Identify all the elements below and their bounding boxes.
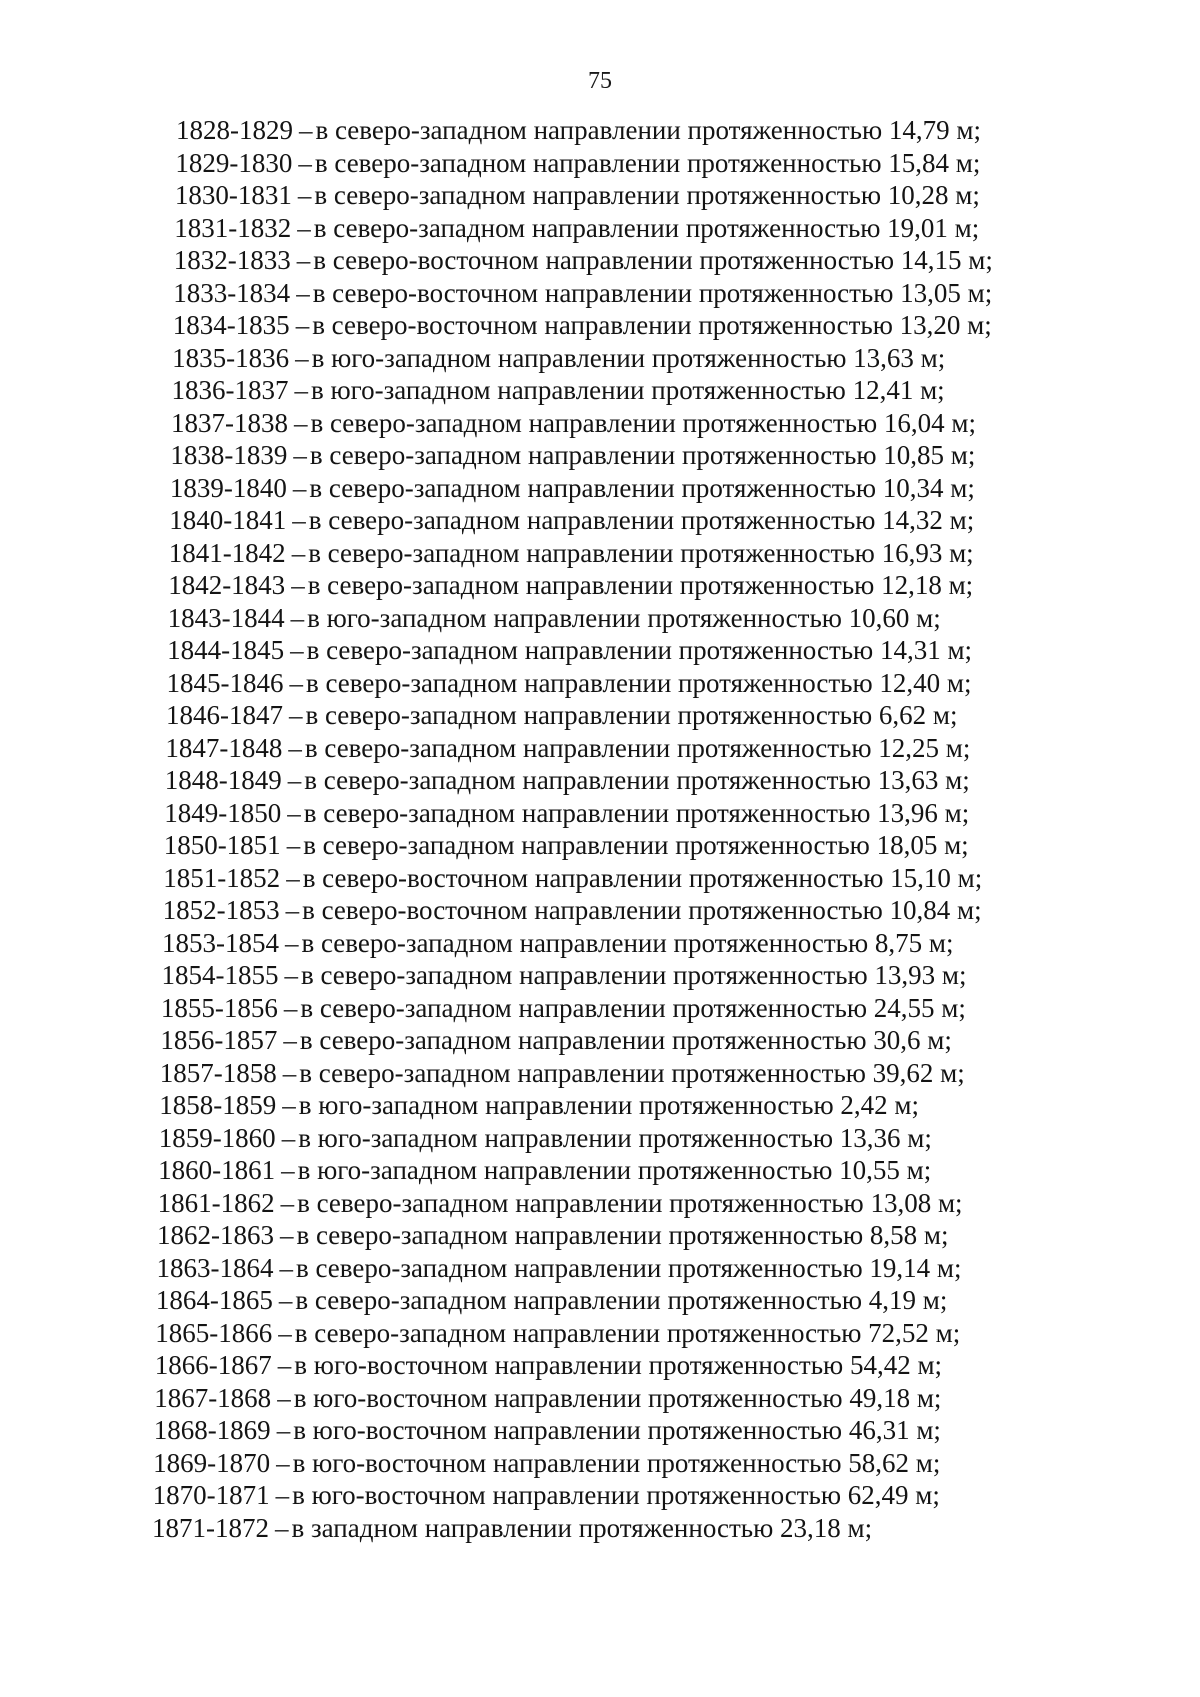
separator-dash: – [275,1480,290,1510]
segment-description: в северо-западном направлении протяженностью 4,19 м; [295,1285,948,1315]
segment-id: 1835-1836 [172,342,290,373]
segment-description: в северо-восточном направлении протяженностью 13,20 м; [312,310,992,340]
segment-id: 1838-1839 [170,440,288,470]
segment-description: в юго-восточном направлении протяженностью 62,49 м; [292,1480,940,1510]
segment-id: 1864-1865 [155,1285,273,1315]
separator-dash: – [292,505,306,535]
segment-description: в юго-западном направлении протяженностью 13,36 м; [298,1122,932,1153]
segment-description: в северо-западном направлении протяженностью 24,55 м; [300,992,966,1023]
segment-id: 1834-1835 [172,310,290,340]
separator-dash: – [286,830,301,860]
segment-id: 1851-1852 [163,862,281,893]
separator-dash: – [292,472,307,503]
segment-id: 1832-1833 [173,245,291,275]
segment-description: в северо-западном направлении протяженностью 14,32 м; [308,505,975,535]
segment-description: в северо-западном направлении протяженностью 13,93 м; [301,960,967,990]
segment-description: в юго-западном направлении протяженностью 2,42 м; [298,1090,919,1120]
segment-description: в северо-западном направлении протяженностью 8,58 м; [296,1220,949,1250]
list-item [0,407,1200,440]
list-item [0,1414,1200,1447]
separator-dash: – [287,797,301,828]
segment-description: в юго-западном направлении протяженностью 10,55 м; [297,1155,932,1185]
list-item [0,569,1200,602]
list-item [0,1024,1200,1057]
list-item [0,309,1200,342]
list-item [0,862,1200,895]
segment-id: 1856-1857 [160,1025,278,1055]
segment-id: 1828-1829 [176,115,293,145]
list-item [0,1447,1200,1480]
separator-dash: – [289,700,303,730]
segment-id: 1870-1871 [152,1480,270,1510]
list-item [0,1349,1200,1382]
list-item [0,894,1200,927]
separator-dash: – [297,212,311,243]
segment-description: в северо-западном направлении протяженностью 19,14 м; [296,1252,962,1283]
segment-description: в юго-западном направлении протяженностью 12,41 м; [311,375,945,405]
separator-dash: – [291,570,305,600]
separator-dash: – [280,1187,295,1218]
separator-dash: – [278,1285,293,1315]
segment-description: в северо-западном направлении протяженностью 12,18 м; [307,570,974,600]
separator-dash: – [291,537,306,568]
segment-description: в северо-восточном направлении протяженностью 13,05 м; [312,277,993,308]
separator-dash: – [290,602,305,633]
list-item [0,1479,1200,1512]
list-item [0,374,1200,407]
list-item [0,277,1200,310]
segment-description: в северо-западном направлении протяженностью 18,05 м; [303,830,969,860]
list-item [0,829,1200,862]
segment-description: в северо-западном направлении протяженностью 39,62 м; [299,1057,965,1088]
segment-id: 1862-1863 [157,1220,274,1250]
segment-description: в северо-западном направлении протяженностью 6,62 м; [305,700,958,730]
segment-description: в северо-западном направлении протяженностью 15,84 м; [314,147,981,178]
segment-id: 1845-1846 [166,667,284,698]
segment-id: 1847-1848 [165,732,283,763]
separator-dash: – [284,960,298,990]
segment-description: в северо-западном направлении протяженностью 16,04 м; [310,407,976,438]
list-item [0,959,1200,992]
list-item [0,764,1200,797]
separator-dash: – [290,635,304,665]
segment-description: в юго-западном направлении протяженностью 10,60 м; [307,602,941,633]
list-item [0,472,1200,505]
list-item [0,504,1200,537]
list-item [0,992,1200,1025]
segment-id: 1868-1869 [153,1415,271,1445]
segment-description: в юго-восточном направлении протяженностью 54,42 м; [294,1350,943,1380]
segment-description: в юго-западном направлении протяженностью 13,63 м; [311,342,946,373]
list-item [0,537,1200,570]
segment-description: в северо-западном направлении протяженностью 16,93 м; [308,537,974,568]
separator-dash: – [277,1382,291,1413]
list-item [0,1089,1200,1122]
list-item [0,1219,1200,1252]
list-item [0,602,1200,635]
separator-dash: – [278,1317,292,1348]
segment-description: в северо-западном направлении протяженностью 10,85 м; [309,440,976,470]
separator-dash: – [287,765,302,795]
page-number: 75 [588,68,612,94]
segment-id: 1840-1841 [169,505,287,535]
segment-description: в северо-восточном направлении протяженностью 14,15 м; [313,245,993,275]
separator-dash: – [280,1220,294,1250]
list-item [0,732,1200,765]
segment-id: 1869-1870 [153,1447,271,1478]
list-item [0,1057,1200,1090]
segment-description: в северо-западном направлении протяженностью 12,40 м; [306,667,972,698]
separator-dash: – [281,1122,296,1153]
segment-id: 1833-1834 [173,277,291,308]
separator-dash: – [286,862,300,893]
separator-dash: – [288,732,302,763]
segment-id: 1857-1858 [159,1057,277,1088]
segment-id: 1858-1859 [159,1090,277,1120]
segment-description: в северо-западном направлении протяженностью 72,52 м; [294,1317,961,1348]
segment-description: в юго-восточном направлении протяженностью 49,18 м; [293,1382,942,1413]
segment-description: в северо-западном направлении протяженностью 13,08 м; [297,1187,963,1218]
segment-id: 1849-1850 [164,797,282,828]
separator-dash: – [276,1415,291,1445]
separator-dash: – [296,245,311,275]
list-item [0,1317,1200,1350]
list-item [0,244,1200,277]
separator-dash: – [285,927,299,958]
segment-description: в северо-западном направлении протяженностью 13,63 м; [304,765,970,795]
list-item [0,1382,1200,1415]
segment-description: в северо-восточном направлении протяженностью 15,10 м; [302,862,983,893]
separator-dash: – [294,407,308,438]
segment-id: 1846-1847 [166,700,283,730]
separator-dash: – [299,115,313,145]
separator-dash: – [283,992,298,1023]
segment-id: 1865-1866 [155,1317,273,1348]
list-item [0,927,1200,960]
segment-id: 1871-1872 [152,1512,269,1543]
list-item [0,1512,1200,1545]
separator-dash: – [276,1447,290,1478]
list-item [0,1252,1200,1285]
separator-dash: – [289,667,303,698]
segment-id: 1860-1861 [158,1155,276,1185]
segment-id: 1842-1843 [168,570,286,600]
segment-description: в западном направлении протяженностью 23,18 м; [291,1512,873,1543]
segment-description: в северо-западном направлении протяженностью 10,34 м; [309,472,975,503]
separator-dash: – [298,147,312,178]
separator-dash: – [294,375,308,405]
list-item [0,212,1200,245]
segment-id: 1852-1853 [162,895,280,925]
separator-dash: – [277,1350,292,1380]
separator-dash: – [283,1025,297,1055]
list-item [0,1187,1200,1220]
segment-description: в северо-западном направлении протяженностью 13,96 м; [303,797,970,828]
segment-id: 1850-1851 [163,830,281,860]
list-item [0,1154,1200,1187]
segment-description: в северо-западном направлении протяженностью 10,28 м; [314,180,980,210]
segment-id: 1863-1864 [156,1252,274,1283]
list-item [0,342,1200,375]
separator-dash: – [281,1155,295,1185]
segment-id: 1854-1855 [161,960,279,990]
list-item [0,667,1200,700]
segment-id: 1843-1844 [167,602,285,633]
separator-dash: – [279,1252,293,1283]
list-item [0,634,1200,667]
separator-dash: – [295,342,309,373]
list-item [0,1122,1200,1155]
segment-id: 1855-1856 [160,992,278,1023]
separator-dash: – [282,1090,296,1120]
separator-dash: – [282,1057,297,1088]
segment-description: в северо-восточном направлении протяженностью 10,84 м; [302,895,982,925]
list-item [0,114,1200,147]
segment-description: в юго-восточном направлении протяженностью 46,31 м; [293,1415,941,1445]
segment-id: 1844-1845 [167,635,285,665]
list-item [0,439,1200,472]
separator-dash: – [295,310,310,340]
segment-id: 1861-1862 [157,1187,275,1218]
boundary-description-list [0,114,1200,1544]
segment-id: 1853-1854 [162,927,279,958]
segment-id: 1831-1832 [174,212,292,243]
separator-dash: – [296,277,310,308]
list-item [0,1284,1200,1317]
list-item [0,147,1200,180]
segment-id: 1848-1849 [164,765,282,795]
segment-id: 1839-1840 [169,472,287,503]
separator-dash: – [297,180,312,210]
segment-id: 1837-1838 [171,407,288,438]
segment-description: в юго-восточном направлении протяженностью 58,62 м; [292,1447,941,1478]
segment-id: 1841-1842 [168,537,286,568]
segment-description: в северо-западном направлении протяженностью 14,31 м; [306,635,973,665]
segment-description: в северо-западном направлении протяженностью 12,25 м; [304,732,971,763]
segment-id: 1859-1860 [158,1122,276,1153]
segment-id: 1830-1831 [174,180,292,210]
list-item [0,699,1200,732]
list-item [0,179,1200,212]
list-item [0,797,1200,830]
segment-description: в северо-западном направлении протяженностью 14,79 м; [315,115,981,145]
segment-id: 1836-1837 [171,375,289,405]
segment-id: 1867-1868 [154,1382,272,1413]
segment-description: в северо-западном направлении протяженностью 8,75 м; [301,927,954,958]
segment-id: 1866-1867 [154,1350,272,1380]
separator-dash: – [275,1512,289,1543]
separator-dash: – [285,895,300,925]
segment-id: 1829-1830 [175,147,293,178]
segment-description: в северо-западном направлении протяженностью 30,6 м; [299,1025,952,1055]
separator-dash: – [293,440,307,470]
segment-description: в северо-западном направлении протяженностью 19,01 м; [313,212,980,243]
